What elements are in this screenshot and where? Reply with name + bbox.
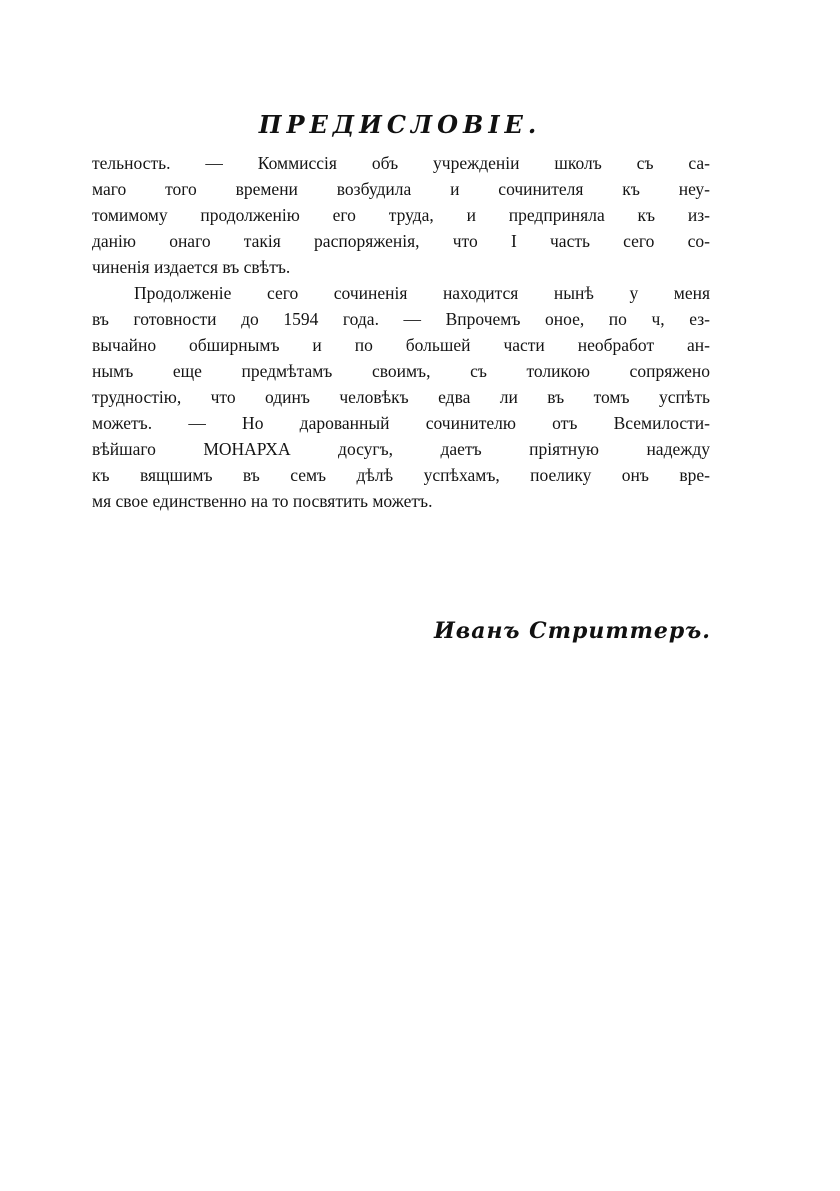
paragraph-2 [92, 280, 710, 514]
page-heading: ПРЕДИСЛОВIЕ. [258, 110, 542, 139]
text-line: данiю онаго такiя распоряженiя, что I часть сего со- [92, 231, 710, 251]
text-line: трудностiю, что одинъ человѣкъ едва ли въ томъ успѣть [92, 387, 710, 407]
text-line: можетъ. — Но дарованный сочинителю отъ Всемилости- [92, 413, 710, 433]
text-line: Продолженiе сего сочиненiя находится нынѣ у меня [134, 283, 710, 303]
text-line: тельность. — Коммиссiя объ учрежденiи школъ съ са- [92, 153, 710, 173]
text-line: вѣйшаго МОНАРХА досугъ, даетъ прiятную надежду [92, 439, 710, 459]
author-signature: Иванъ Стриттеръ. [434, 618, 711, 644]
text-line: въ готовности до 1594 года. — Впрочемъ оное, по ч, ез- [92, 309, 710, 329]
paragraph-1 [92, 150, 710, 280]
preface-body [92, 150, 710, 514]
text-line: чиненiя издается въ свѣтъ. [92, 257, 291, 277]
text-line: мя свое единственно на то посвятить можетъ. [92, 491, 433, 511]
text-line: нымъ еще предмѣтамъ своимъ, съ толикою сопряжено [92, 361, 710, 381]
text-line: маго того времени возбудила и сочинителя къ неу- [92, 179, 710, 199]
text-line: вычайно обширнымъ и по большей части необработ ан- [92, 335, 710, 355]
text-line: къ вящшимъ въ семъ дѣлѣ успѣхамъ, поелику онъ вре- [92, 465, 710, 485]
text-line: томимому продолженiю его труда, и предприняла къ из- [92, 205, 710, 225]
